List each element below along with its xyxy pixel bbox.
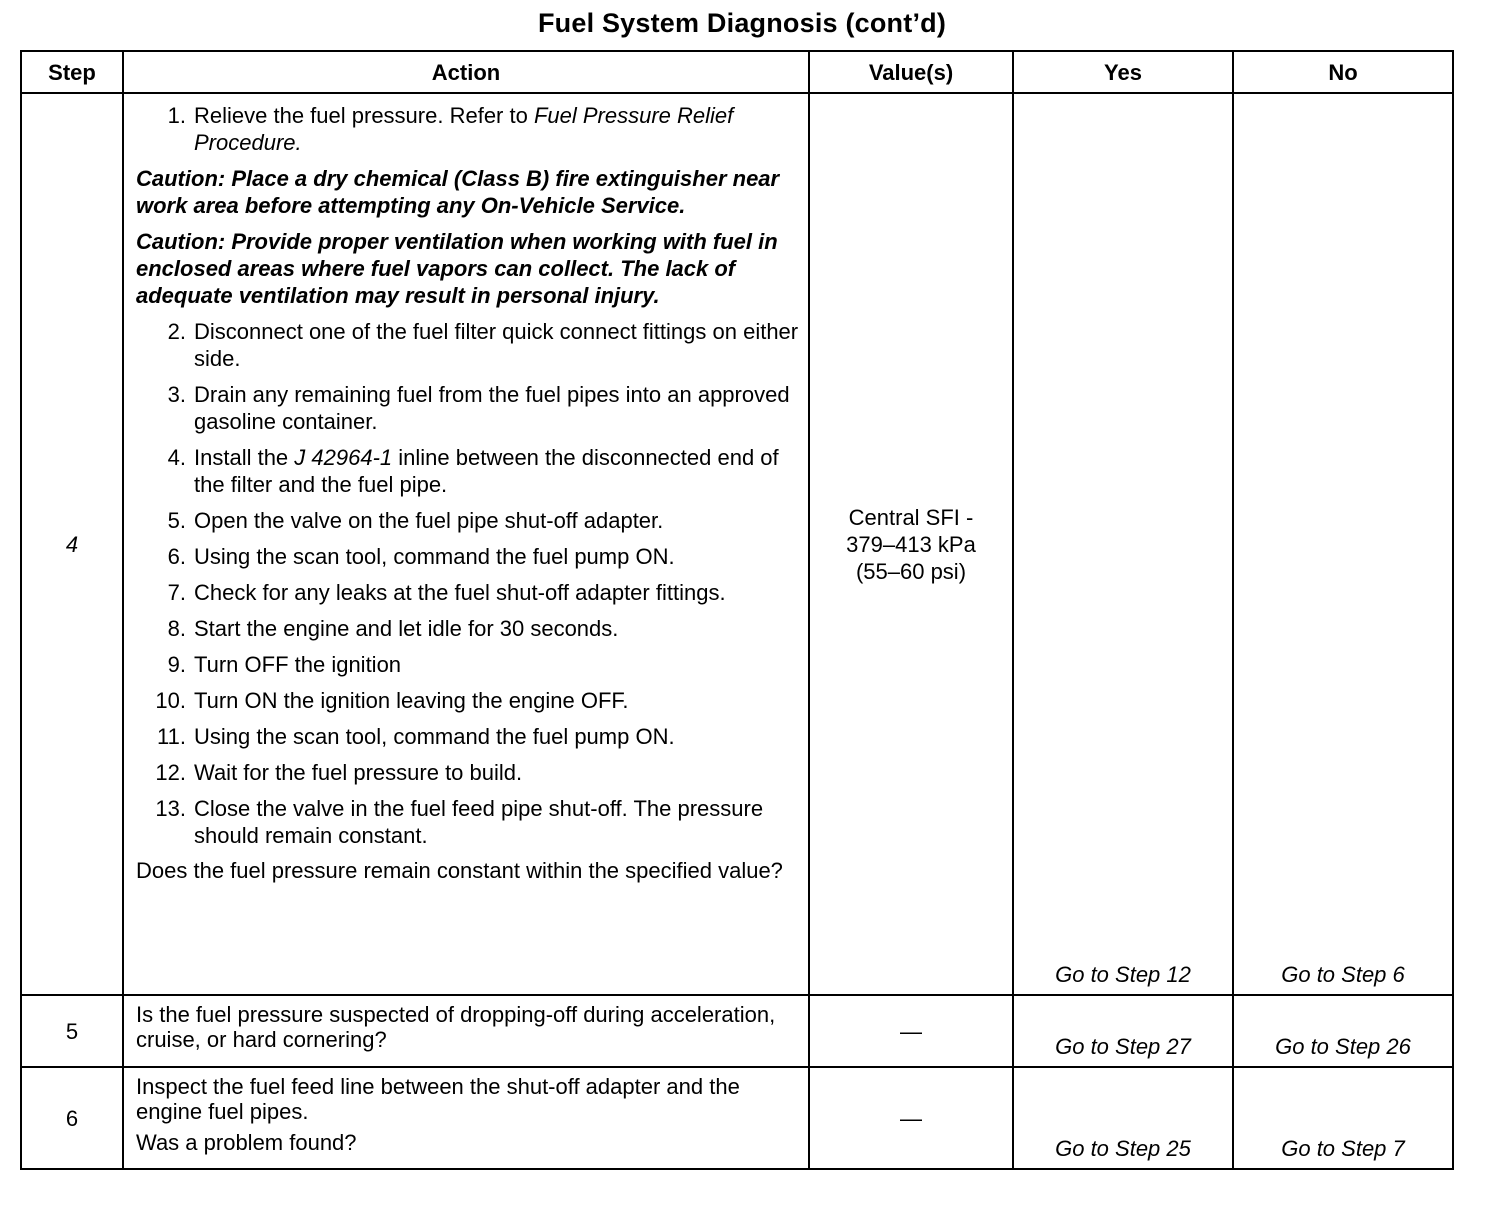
action-step-item: [136, 381, 800, 435]
item-text: Drain any remaining fuel from the fuel pipes into an approved gasoline container.: [194, 382, 790, 434]
step-number: 5: [21, 995, 123, 1067]
item-text: Start the engine and let idle for 30 seconds.: [194, 616, 619, 641]
value-line: 379–413 kPa: [846, 531, 976, 557]
page-title: Fuel System Diagnosis (cont’d): [537, 8, 947, 38]
table-row: [21, 1067, 1453, 1169]
item-text: [194, 444, 800, 498]
yes-cell: Go to Step 27: [1013, 995, 1233, 1067]
value-cell: —: [809, 1067, 1013, 1169]
item-number: 12.: [155, 760, 186, 785]
item-text: Turn ON the ignition leaving the engine OFF.: [194, 688, 629, 713]
action-cell: [123, 995, 809, 1067]
action-step-item: [136, 723, 800, 750]
action-step-item: [136, 759, 800, 786]
action-cell: [123, 1067, 809, 1169]
item-text-part: inline between the disconnected end of the filter and the fuel pipe.: [194, 445, 779, 497]
step-number: 6: [21, 1067, 123, 1169]
item-text-part: Relieve the fuel pressure. Refer to: [194, 103, 534, 128]
caution-note: Caution: Place a dry chemical (Class B) fire extinguisher near work area before attempting any On-Vehicle Service.: [136, 166, 780, 218]
header-action: Action: [123, 51, 809, 93]
action-step-item: [136, 507, 800, 534]
item-text: Using the scan tool, command the fuel pump ON.: [194, 544, 675, 569]
caution-note: Caution: Provide proper ventilation when working with fuel in enclosed areas where fuel vapors can collect. The lack of adequate ventilation may result in personal injury.: [136, 229, 778, 308]
no-cell: Go to Step 7: [1233, 1067, 1453, 1169]
no-cell: Go to Step 6: [1233, 93, 1453, 995]
item-number: 7.: [167, 580, 186, 605]
action-step-item: [136, 795, 800, 849]
header-values: Value(s): [809, 51, 1013, 93]
value-line: (55–60 psi): [855, 558, 967, 584]
item-text: Check for any leaks at the fuel shut-off adapter fittings.: [194, 580, 726, 605]
item-number: 6.: [167, 544, 186, 569]
header-step: Step: [21, 51, 123, 93]
item-number: 9.: [167, 652, 186, 677]
action-step-item: [136, 102, 800, 156]
item-text: Using the scan tool, command the fuel pump ON.: [194, 724, 675, 749]
yes-cell: Go to Step 12: [1013, 93, 1233, 995]
item-text: Disconnect one of the fuel filter quick connect fittings on either side.: [194, 319, 799, 371]
diagnosis-table: [20, 50, 1454, 1170]
item-number: 8.: [167, 616, 186, 641]
no-cell: Go to Step 26: [1233, 995, 1453, 1067]
header-row: [21, 51, 1453, 93]
question-text: Does the fuel pressure remain constant within the specified value?: [136, 858, 783, 883]
action-step-item: [136, 444, 800, 498]
value-cell: —: [809, 995, 1013, 1067]
item-text: Wait for the fuel pressure to build.: [194, 760, 523, 785]
step-number: 4: [21, 93, 123, 995]
value-line: Central SFI -: [848, 504, 974, 530]
item-text: Open the valve on the fuel pipe shut-off adapter.: [194, 508, 664, 533]
item-number: 3.: [167, 382, 186, 407]
action-step-item: [136, 543, 800, 570]
question-text: Is the fuel pressure suspected of dropping-off during acceleration, cruise, or hard cornering?: [136, 1002, 776, 1052]
action-step-item: [136, 615, 800, 642]
action-step-item: [136, 579, 800, 606]
tool-reference: J 42964-1: [294, 445, 393, 470]
action-text: Inspect the fuel feed line between the shut-off adapter and the engine fuel pipes.: [136, 1074, 740, 1124]
action-step-item: [136, 687, 800, 714]
item-text: Turn OFF the ignition: [194, 652, 402, 677]
header-yes: Yes: [1013, 51, 1233, 93]
procedure-reference: Fuel Pressure Relief Procedure.: [194, 103, 734, 155]
yes-cell: Go to Step 25: [1013, 1067, 1233, 1169]
action-step-item: [136, 651, 800, 678]
table-row: [21, 995, 1453, 1067]
action-cell: [123, 93, 809, 995]
item-text-part: Install the: [194, 445, 295, 470]
item-text: [194, 102, 800, 156]
item-number: 11.: [157, 724, 186, 749]
value-cell: [809, 93, 1013, 995]
item-number: 4.: [167, 445, 186, 470]
item-text: Close the valve in the fuel feed pipe shut-off. The pressure should remain constant.: [194, 796, 764, 848]
item-number: 2.: [167, 319, 186, 344]
item-number: 13.: [155, 796, 186, 821]
header-no: No: [1233, 51, 1453, 93]
question-text: Was a problem found?: [136, 1130, 357, 1155]
item-number: 1.: [167, 103, 186, 128]
action-step-item: [136, 318, 800, 372]
table-row: [21, 93, 1453, 995]
item-number: 5.: [167, 508, 186, 533]
item-number: 10.: [155, 688, 186, 713]
